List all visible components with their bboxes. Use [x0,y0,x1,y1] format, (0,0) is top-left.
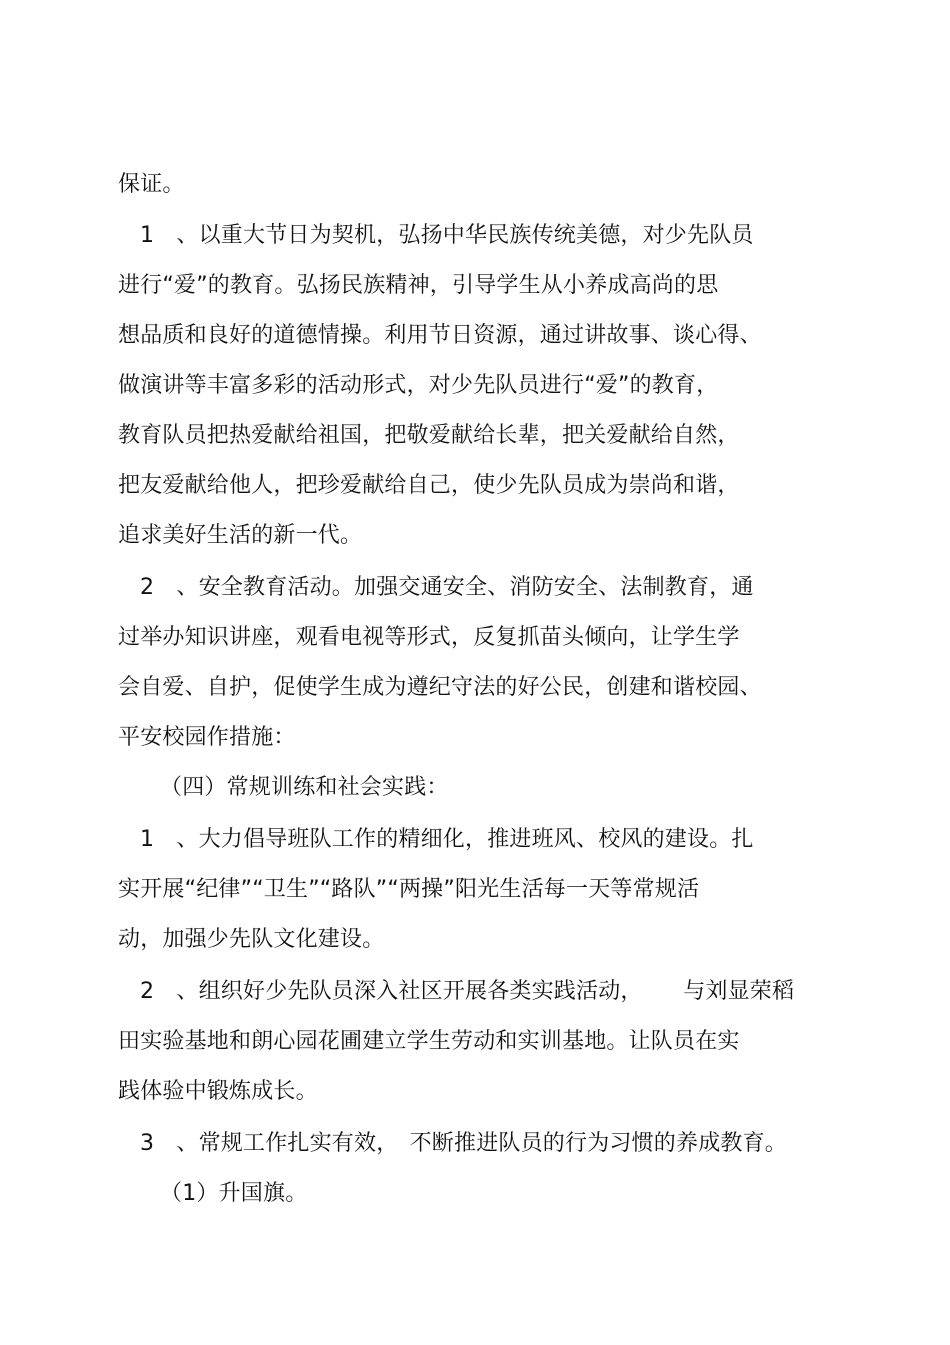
text-line-15: 实开展“纪律”“卫生”“路队”“两操”阳光生活每一天等常规活 [118,877,700,902]
text-line-14: 1 、大力倡导班队工作的精细化，推进班风、校风的建设。扎 [140,827,754,852]
text-line-5: 做演讲等丰富多彩的活动形式，对少先队员进行“爱”的教育， [118,373,719,398]
text-line-16: 动，加强少先队文化建设。 [118,927,385,952]
text-line-3: 进行“爱”的教育。弘扬民族精神，引导学生从小养成高尚的思 [118,273,719,298]
text-line-9: 2 、安全教育活动。加强交通安全、消防安全、法制教育，通 [140,575,754,600]
text-line-21: （1）升国旗。 [160,1181,308,1206]
text-line-17: 2 、组织好少先队员深入社区开展各类实践活动， 与刘显荣稻 [140,979,795,1004]
text-line-11: 会自爱、自护，促使学生成为遵纪守法的好公民，创建和谐校园、 [118,675,762,700]
text-line-2: 1 、以重大节日为契机，弘扬中华民族传统美德，对少先队员 [140,223,754,248]
text-line-8: 追求美好生活的新一代。 [118,523,363,548]
text-line-20: 3 、常规工作扎实有效， 不断推进队员的行为习惯的养成教育。 [140,1131,787,1156]
text-line-18: 田实验基地和朗心园花圃建立学生劳动和实训基地。让队员在实 [118,1029,740,1054]
section-heading: （四）常规训练和社会实践： [160,775,449,800]
text-line-10: 过举办知识讲座，观看电视等形式，反复抓苗头倾向，让学生学 [118,625,740,650]
text-line-1: 保证。 [118,172,185,197]
text-line-19: 践体验中锻炼成长。 [118,1079,318,1104]
text-line-12: 平安校园作措施： [118,725,296,750]
text-line-6: 教育队员把热爱献给祖国，把敬爱献给长辈，把关爱献给自然， [118,423,740,448]
text-line-4: 想品质和良好的道德情操。利用节日资源，通过讲故事、谈心得、 [118,323,762,348]
text-line-7: 把友爱献给他人，把珍爱献给自己，使少先队员成为崇尚和谐， [118,473,740,498]
